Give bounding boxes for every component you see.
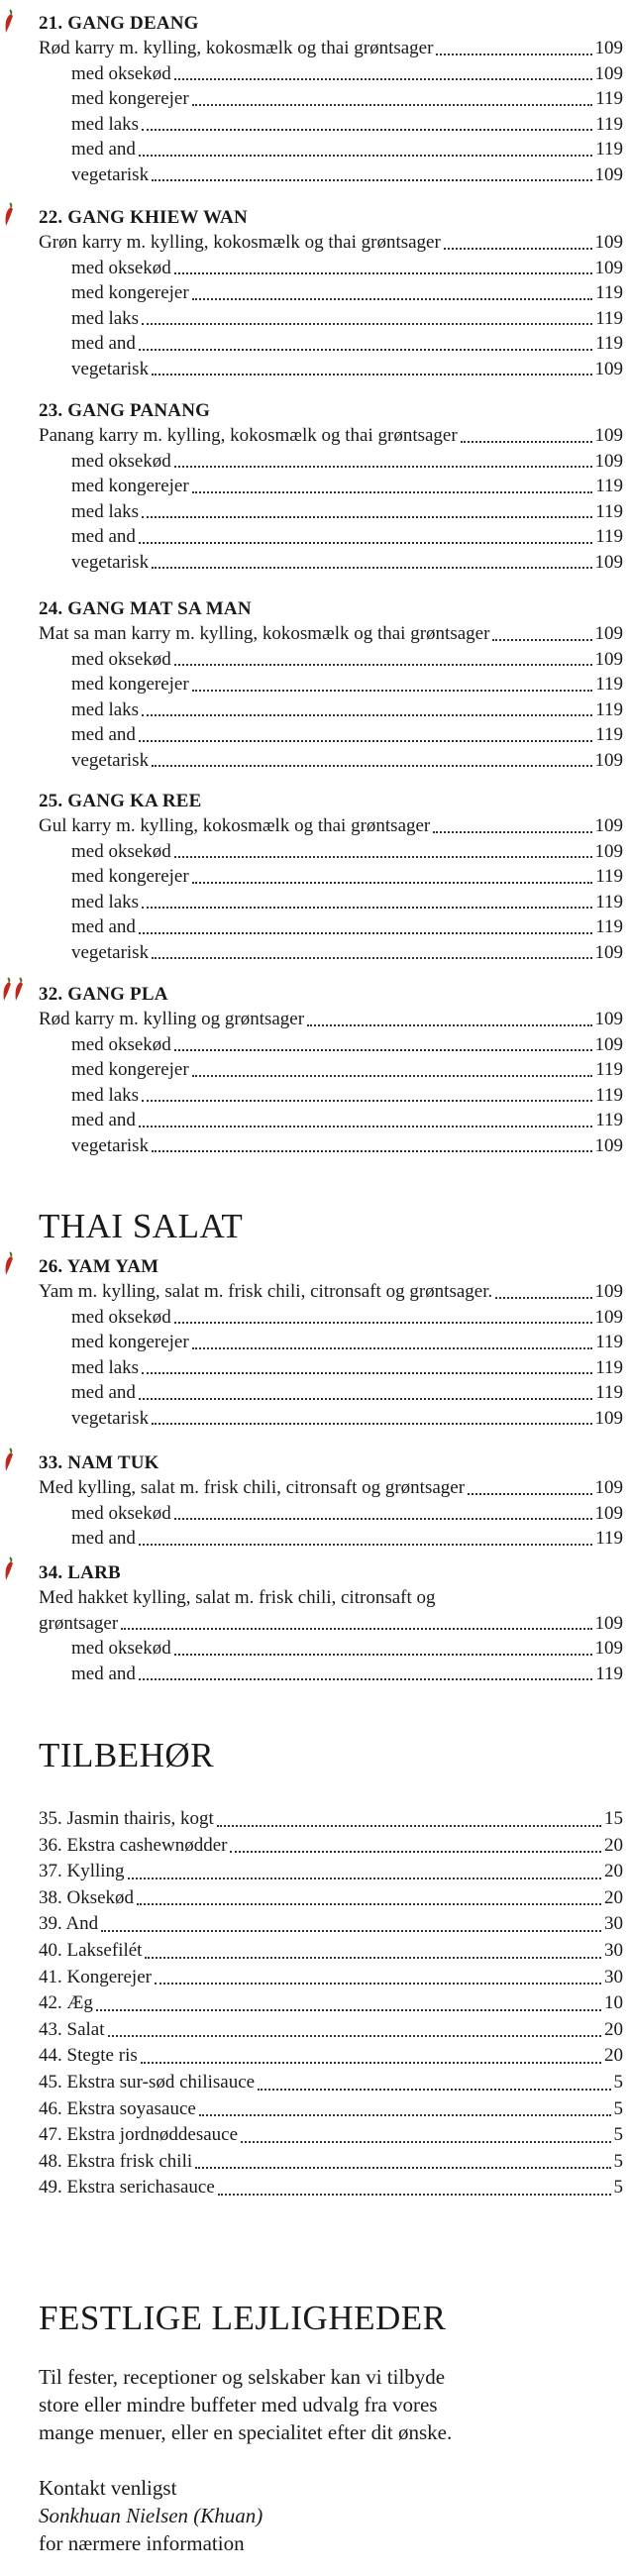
variant-row <box>39 1636 623 1662</box>
dish-block <box>39 399 623 575</box>
dish-title: 33. NAM TUK <box>39 1452 159 1473</box>
item-price: 109 <box>594 1033 623 1055</box>
dish-block <box>39 206 623 381</box>
dot-leader <box>139 740 592 742</box>
item-price: 109 <box>594 38 623 58</box>
variant-row <box>39 698 623 723</box>
dot-leader <box>121 1628 591 1630</box>
item-label: med oksekød <box>71 1638 171 1659</box>
item-price: 5 <box>613 2150 623 2172</box>
item-price: 119 <box>595 866 623 887</box>
contact-name: Sonkhuan Nielsen (Khuan) <box>39 2504 263 2527</box>
dot-leader <box>192 690 593 692</box>
variant-row <box>39 449 623 475</box>
dish-title: 21. GANG DEANG <box>39 13 199 34</box>
section-title-festlige: FESTLIGE LEJLIGHEDER <box>39 2299 447 2337</box>
item-price: 119 <box>595 698 623 720</box>
item-price: 119 <box>595 476 623 496</box>
item-price: 119 <box>595 1382 623 1403</box>
item-price: 119 <box>595 1356 623 1378</box>
dot-leader <box>433 831 591 833</box>
chili-icon <box>2 8 16 34</box>
item-label: med kongerejer <box>71 1059 189 1080</box>
dot-leader <box>139 932 592 934</box>
item-price: 109 <box>594 1009 623 1029</box>
item-price: 109 <box>594 941 623 963</box>
item-price: 109 <box>594 648 623 670</box>
item-label: med and <box>71 916 136 937</box>
price-row <box>39 1833 623 1860</box>
item-label: vegetarisk <box>71 551 150 573</box>
item-price: 109 <box>594 840 623 862</box>
dot-leader <box>152 957 591 959</box>
item-label: med oksekød <box>71 257 171 278</box>
item-price: 119 <box>595 1059 623 1080</box>
item-label: med laks <box>71 698 140 720</box>
item-price: 109 <box>594 623 623 644</box>
dot-leader <box>139 349 592 351</box>
price-row <box>39 1007 623 1032</box>
dot-leader <box>152 374 591 376</box>
item-label: 48. Ekstra frisk chili <box>39 2150 193 2172</box>
dot-leader <box>174 1322 592 1324</box>
dot-leader <box>137 1903 601 1905</box>
item-label: Gul karry m. kylling, kokosmælk og thai grøntsager <box>39 815 431 836</box>
price-row <box>39 2175 623 2201</box>
variant-row <box>39 550 623 576</box>
item-price: 119 <box>595 1332 623 1352</box>
dish-block <box>39 1255 623 1431</box>
item-label: med laks <box>71 1356 140 1378</box>
item-label: med and <box>71 526 136 547</box>
item-price: 109 <box>594 551 623 573</box>
item-label: med and <box>71 1663 136 1684</box>
price-row <box>39 1475 623 1501</box>
price-row <box>39 2096 623 2123</box>
item-label: med laks <box>71 891 140 912</box>
dot-leader <box>436 54 591 55</box>
variant-row <box>39 1380 623 1406</box>
price-row <box>39 1859 623 1885</box>
item-price: 119 <box>595 891 623 912</box>
dot-leader <box>174 272 592 274</box>
dot-leader <box>142 907 592 909</box>
item-label: 41. Kongerejer <box>39 1966 152 1987</box>
item-price: 119 <box>595 500 623 522</box>
variant-row <box>39 331 623 357</box>
variant-row <box>39 647 623 673</box>
item-label: med oksekød <box>71 62 171 84</box>
item-label: 47. Ekstra jordnøddesauce <box>39 2124 239 2146</box>
variant-row <box>39 672 623 698</box>
dish-description: Med hakket kylling, salat m. frisk chili, citronsaft og <box>39 1587 436 1608</box>
item-price: 109 <box>594 1502 623 1524</box>
item-label: 35. Jasmin thairis, kogt <box>39 1808 214 1829</box>
price-row <box>39 36 623 61</box>
dot-leader <box>461 441 592 443</box>
item-label: vegetarisk <box>71 358 150 379</box>
dish-block <box>39 1451 623 1552</box>
dot-leader <box>139 542 592 544</box>
dot-leader <box>142 516 592 518</box>
price-row <box>39 2070 623 2096</box>
dish-block <box>39 983 623 1158</box>
item-label: med kongerejer <box>71 88 189 109</box>
item-label: vegetarisk <box>71 941 150 963</box>
item-price: 5 <box>613 2071 623 2093</box>
item-label: Panang karry m. kylling, kokosmælk og thai grøntsager <box>39 425 458 446</box>
variant-row <box>39 112 623 138</box>
price-row <box>39 423 623 449</box>
dot-leader <box>192 298 593 300</box>
item-label: med kongerejer <box>71 674 189 695</box>
dot-leader <box>218 2194 611 2196</box>
item-price: 30 <box>604 1939 623 1961</box>
variant-row <box>39 280 623 306</box>
dot-leader <box>142 1100 592 1102</box>
item-price: 5 <box>613 2177 623 2199</box>
item-price: 119 <box>595 307 623 329</box>
dot-leader <box>444 248 592 250</box>
item-price: 109 <box>594 1407 623 1429</box>
variant-row <box>39 162 623 188</box>
item-price: 119 <box>595 1663 623 1684</box>
price-row <box>39 2043 623 2070</box>
item-price: 30 <box>604 1913 623 1935</box>
variant-row <box>39 1526 623 1552</box>
dot-leader <box>142 129 592 131</box>
item-price: 30 <box>604 1966 623 1987</box>
item-label: grøntsager <box>39 1612 119 1634</box>
item-label: Med kylling, salat m. frisk chili, citronsaft og grøntsager <box>39 1477 466 1498</box>
dot-leader <box>192 882 593 884</box>
dot-leader <box>492 639 591 641</box>
price-row <box>39 2122 623 2149</box>
variant-row <box>39 1032 623 1058</box>
variant-row <box>39 61 623 87</box>
dot-leader <box>174 1654 592 1656</box>
section-title-thai-salat: THAI SALAT <box>39 1207 244 1245</box>
variant-row <box>39 1133 623 1159</box>
dish-block <box>39 1561 623 1686</box>
dot-leader <box>192 491 593 493</box>
item-price: 119 <box>595 88 623 109</box>
item-price: 119 <box>595 113 623 135</box>
item-price: 119 <box>595 724 623 745</box>
description-line: Til fester, receptioner og selskaber kan vi tilbyde <box>39 2365 446 2389</box>
dot-leader <box>192 1347 593 1349</box>
item-label: med and <box>71 333 136 354</box>
dot-leader <box>139 1126 592 1127</box>
dot-leader <box>142 323 592 325</box>
item-label: 46. Ekstra soyasauce <box>39 2097 196 2119</box>
variant-row <box>39 1057 623 1083</box>
dot-leader <box>141 2062 601 2064</box>
dish-title: 32. GANG PLA <box>39 984 168 1005</box>
item-price: 10 <box>604 1992 623 2014</box>
item-label: med oksekød <box>71 1306 171 1328</box>
dish-title: 24. GANG MAT SA MAN <box>39 598 252 619</box>
price-row <box>39 1911 623 1938</box>
dot-leader <box>152 179 591 181</box>
item-label: med and <box>71 1110 136 1130</box>
item-label: med oksekød <box>71 450 171 472</box>
item-label: vegetarisk <box>71 1407 150 1429</box>
dot-leader <box>128 1878 601 1879</box>
item-label: med kongerejer <box>71 282 189 303</box>
dot-leader <box>108 2035 602 2037</box>
variant-row <box>39 1108 623 1133</box>
item-label: med and <box>71 1528 136 1549</box>
variant-row <box>39 839 623 865</box>
item-label: med oksekød <box>71 840 171 862</box>
item-label: 36. Ekstra cashewnødder <box>39 1834 228 1856</box>
price-row <box>39 2017 623 2044</box>
double-chili-icon <box>0 976 26 1002</box>
dot-leader <box>142 714 592 716</box>
dish-title: 34. LARB <box>39 1562 121 1583</box>
dot-leader <box>174 856 592 858</box>
price-row <box>39 813 623 839</box>
item-label: med and <box>71 724 136 745</box>
dot-leader <box>258 2089 610 2091</box>
price-row <box>39 1279 623 1305</box>
item-price: 109 <box>594 1281 623 1302</box>
item-price: 119 <box>595 1084 623 1106</box>
dot-leader <box>495 1297 591 1299</box>
dot-leader <box>195 2167 610 2169</box>
dot-leader <box>152 765 591 767</box>
variant-row <box>39 1501 623 1527</box>
variant-row <box>39 357 623 382</box>
item-price: 109 <box>594 749 623 771</box>
price-row <box>39 230 623 256</box>
item-label: 37. Kylling <box>39 1861 125 1882</box>
dot-leader <box>139 1678 592 1680</box>
item-label: Rød karry m. kylling, kokosmælk og thai grøntsager <box>39 38 434 58</box>
item-label: Mat sa man karry m. kylling, kokosmælk og thai grøntsager <box>39 623 490 644</box>
variant-row <box>39 940 623 966</box>
dot-leader <box>155 1983 601 1985</box>
contact-info <box>39 2474 613 2557</box>
item-label: vegetarisk <box>71 749 150 771</box>
variant-row <box>39 137 623 162</box>
variant-row <box>39 1355 623 1381</box>
dot-leader <box>152 1423 591 1425</box>
item-price: 109 <box>594 1477 623 1498</box>
item-price: 109 <box>594 163 623 185</box>
item-price: 20 <box>604 2018 623 2040</box>
item-label: med and <box>71 1382 136 1403</box>
item-label: med oksekød <box>71 1033 171 1055</box>
dot-leader <box>96 2009 601 2011</box>
variant-row <box>39 1330 623 1355</box>
variant-row <box>39 914 623 940</box>
item-price: 109 <box>594 1638 623 1659</box>
price-row <box>39 1938 623 1965</box>
dot-leader <box>139 1398 592 1400</box>
item-price: 119 <box>595 1110 623 1130</box>
item-price: 20 <box>604 1861 623 1882</box>
item-label: med and <box>71 139 136 160</box>
item-label: med kongerejer <box>71 476 189 496</box>
item-label: med laks <box>71 307 140 329</box>
dot-leader <box>217 1825 601 1827</box>
dot-leader <box>152 1150 591 1152</box>
tilbehor-list <box>39 1806 623 2201</box>
item-label: 49. Ekstra serichasauce <box>39 2177 215 2199</box>
price-row <box>39 1885 623 1912</box>
dish-title: 23. GANG PANANG <box>39 400 211 421</box>
item-label: vegetarisk <box>71 1134 150 1156</box>
chili-icon <box>2 201 16 227</box>
item-price: 109 <box>594 1306 623 1328</box>
item-label: 40. Laksefilét <box>39 1939 143 1961</box>
item-price: 109 <box>594 358 623 379</box>
dot-leader <box>174 78 592 80</box>
item-label: 43. Salat <box>39 2018 105 2040</box>
price-row <box>39 1611 623 1637</box>
item-price: 20 <box>604 1886 623 1908</box>
dot-leader <box>101 1930 601 1932</box>
item-price: 109 <box>594 815 623 836</box>
item-price: 109 <box>594 450 623 472</box>
dot-leader <box>142 1372 592 1374</box>
item-price: 5 <box>613 2097 623 2119</box>
price-row <box>39 1990 623 2017</box>
item-label: med kongerejer <box>71 1332 189 1352</box>
item-label: 44. Stegte ris <box>39 2045 138 2067</box>
dish-title: 25. GANG KA REE <box>39 791 202 811</box>
item-price: 109 <box>594 1612 623 1634</box>
variant-row <box>39 306 623 332</box>
chili-icon <box>2 1250 16 1276</box>
item-label: Grøn karry m. kylling, kokosmælk og thai grøntsager <box>39 232 441 253</box>
dot-leader <box>192 104 593 106</box>
item-label: Rød karry m. kylling og grøntsager <box>39 1009 305 1029</box>
contact-line: Kontakt venligst <box>39 2476 177 2500</box>
item-price: 119 <box>595 674 623 695</box>
variant-row <box>39 1406 623 1432</box>
variant-row <box>39 1662 623 1687</box>
item-price: 5 <box>613 2124 623 2146</box>
item-price: 109 <box>594 257 623 278</box>
variant-row <box>39 722 623 748</box>
variant-row <box>39 1305 623 1331</box>
dot-leader <box>174 1049 592 1051</box>
dot-leader <box>139 155 592 157</box>
item-price: 109 <box>594 232 623 253</box>
dot-leader <box>145 1957 601 1959</box>
dot-leader <box>241 2141 610 2143</box>
contact-line: for nærmere information <box>39 2531 245 2555</box>
item-label: 38. Oksekød <box>39 1886 135 1908</box>
dish-block <box>39 597 623 773</box>
item-label: 45. Ekstra sur-sød chilisauce <box>39 2071 256 2093</box>
item-price: 109 <box>594 1134 623 1156</box>
item-label: med laks <box>71 500 140 522</box>
dish-title: 26. YAM YAM <box>39 1256 159 1277</box>
variant-row <box>39 864 623 890</box>
description-line: mange menuer, eller en specialitet efter dit ønske. <box>39 2420 453 2444</box>
item-price: 119 <box>595 282 623 303</box>
item-price: 119 <box>595 139 623 160</box>
description-line: store eller mindre buffeter med udvalg fra vores <box>39 2393 438 2416</box>
item-label: med laks <box>71 1084 140 1106</box>
item-label: vegetarisk <box>71 163 150 185</box>
section-title-tilbehor: TILBEHØR <box>39 1736 215 1774</box>
variant-row <box>39 499 623 525</box>
item-price: 20 <box>604 2045 623 2067</box>
item-price: 119 <box>595 333 623 354</box>
dot-leader <box>307 1024 591 1026</box>
price-row <box>39 1965 623 1991</box>
variant-row <box>39 748 623 774</box>
item-price: 109 <box>594 62 623 84</box>
variant-row <box>39 86 623 112</box>
item-label: med laks <box>71 113 140 135</box>
variant-row <box>39 256 623 281</box>
dot-leader <box>192 1075 593 1077</box>
dot-leader <box>174 466 592 468</box>
dot-leader <box>230 1851 601 1853</box>
item-price: 119 <box>595 1528 623 1549</box>
dot-leader <box>174 1518 592 1520</box>
item-price: 109 <box>594 425 623 446</box>
variant-row <box>39 890 623 915</box>
price-row <box>39 2149 623 2176</box>
chili-icon <box>2 1556 16 1581</box>
variant-row <box>39 524 623 550</box>
dish-title: 22. GANG KHIEW WAN <box>39 207 248 228</box>
price-row <box>39 621 623 647</box>
item-label: med oksekød <box>71 648 171 670</box>
variant-row <box>39 474 623 499</box>
dot-leader <box>139 1544 592 1546</box>
price-row <box>39 1806 623 1833</box>
item-label: 42. Æg <box>39 1992 93 2014</box>
festlige-description <box>39 2363 613 2446</box>
item-label: Yam m. kylling, salat m. frisk chili, citronsaft og grøntsager. <box>39 1281 493 1302</box>
item-label: med oksekød <box>71 1502 171 1524</box>
variant-row <box>39 1083 623 1109</box>
dot-leader <box>468 1493 591 1495</box>
dish-block <box>39 790 623 965</box>
dish-block <box>39 12 623 187</box>
dot-leader <box>174 664 592 666</box>
chili-icon <box>2 1447 16 1472</box>
dot-leader <box>199 2114 611 2116</box>
dot-leader <box>152 567 591 569</box>
item-price: 119 <box>595 916 623 937</box>
item-label: 39. And <box>39 1913 99 1935</box>
item-label: med kongerejer <box>71 866 189 887</box>
item-price: 15 <box>604 1808 623 1829</box>
item-price: 20 <box>604 1834 623 1856</box>
item-price: 119 <box>595 526 623 547</box>
